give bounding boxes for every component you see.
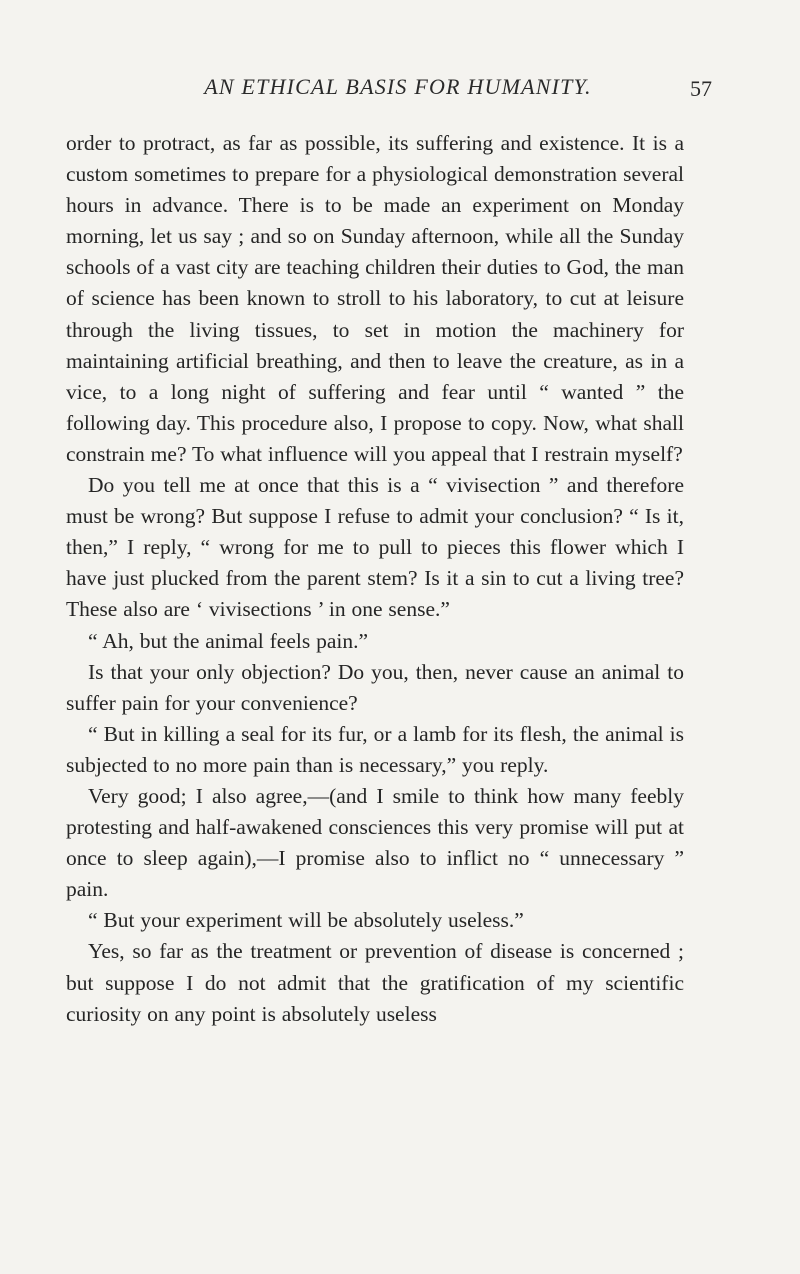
paragraph: “ But in killing a seal for its fur, or a lamb for its flesh, the animal is subjected to no more pain than is necessary,” you reply. bbox=[66, 721, 684, 777]
body-text bbox=[66, 128, 684, 1243]
running-title: AN ETHICAL BASIS FOR HUMANITY. bbox=[204, 74, 592, 99]
paragraph: “ Ah, but the animal feels pain.” bbox=[88, 628, 369, 653]
paragraph: “ But your experiment will be absolutely useless.” bbox=[88, 908, 524, 933]
paragraph: Do you tell me at once that this is a “ vivisection ” and therefore must be wrong? But suppose I refuse to admit your conclusion? “ Is it, then,” I reply, “ wrong for me to pull to pieces this flower which I have just plucked from the parent stem? Is it a sin to cut a living tree? These also are ‘ vivisections ’ in one sense.” bbox=[66, 473, 684, 622]
paragraph: Is that your only objection? Do you, then, never cause an animal to suffer pain for your convenience? bbox=[66, 659, 684, 715]
paragraph: Very good; I also agree,—(and I smile to think how many feebly protesting and half-awakened consciences this very promise will put at once to sleep again),—I promise also to inflict no “ unnecessary ” pain. bbox=[66, 783, 684, 902]
page-number: 57 bbox=[690, 76, 712, 101]
paragraph: Yes, so far as the treatment or prevention of disease is concerned ; but suppose I do not admit that the gratification of my scientific curiosity on any point is absolutely useless bbox=[66, 939, 684, 1026]
paragraph-continuation: order to protract, as far as possible, its suffering and existence. It is a custom sometimes to prepare for a physiological demonstration several hours in advance. There is to be made an experiment on Monday morning, let us say ; and so on Sunday afternoon, while all the Sunday schools of a vast city are teaching children their duties to God, the man of science has been known to stroll to his laboratory, to cut at leisure through the living tissues, to set in motion the machinery for maintaining artificial breathing, and then to leave the creature, as in a vice, to a long night of suffering and fear until “ wanted ” the following day. This procedure also, I propose to copy. Now, what shall constrain me? To what influence will you appeal that I restrain myself? bbox=[66, 131, 684, 466]
